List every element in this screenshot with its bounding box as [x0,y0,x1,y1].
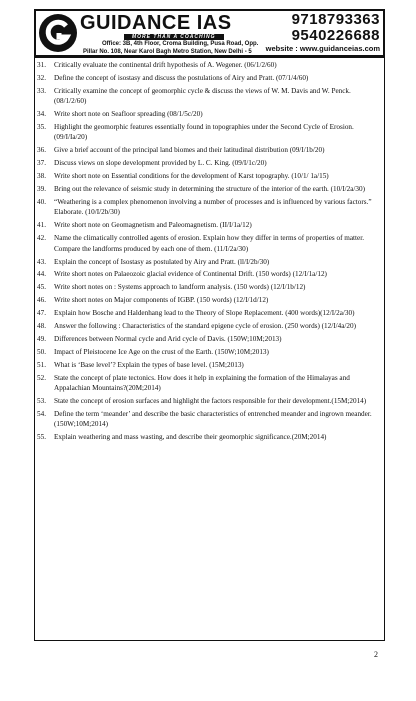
question-item [35,171,384,181]
question-number: 33. [37,86,46,95]
address-line-2: Pillar No. 108, Near Karol Bagh Metro Station, New Delhi - 5 [83,49,252,55]
question-item [35,60,384,70]
question-number: 36. [37,146,46,155]
question-number: 43. [37,257,46,266]
question-number: 39. [37,185,46,194]
question-text: What is ‘Base level’? Explain the types of base level. (15M;2013) [54,360,244,369]
question-item [35,158,384,168]
question-number: 53. [37,396,46,405]
question-item [35,269,384,279]
question-text: Critically evaluate the continental drift hypothesis of A. Wegener. (06/1/2/60) [54,61,277,69]
question-text: Write short note on Seafloor spreading (08/1/5c/20) [54,110,203,119]
header-banner [34,9,385,57]
question-item [35,321,384,331]
question-text: Discuss views on slope development provided by L. C. King. (09/I/1c/20) [54,159,267,168]
question-item [35,360,384,370]
question-item [35,257,384,267]
phone-number-2: 9540226688 [291,27,380,44]
question-text: Highlight the geomorphic features essentially found in topographies under the Second Cycle of Erosion. (09/I/Ia/20) [54,123,354,142]
question-number: 55. [37,433,46,442]
question-number: 54. [37,409,46,418]
question-number: 37. [37,159,46,168]
question-number: 35. [37,123,46,132]
question-item [35,432,384,442]
question-text: Explain the concept of Isostasy as postulated by Airy and Pratt. (ll/I/2b/30) [54,257,270,266]
address-line-1: Office: 3B, 4th Floor, Croma Building, Pusa Road, Opp. [102,41,259,47]
question-item [35,334,384,344]
question-text: Bring out the relevance of seismic study in determining the structure of the interior of the earth. (10/I/2a/30) [54,185,365,194]
question-text: Write short note on Geomagnetism and Paleomagnetism. (II/I/1a/12) [54,221,252,230]
question-text: Explain weathering and mass wasting, and describe their geomorphic significance.(20M;2014) [54,433,327,442]
question-text: Define the concept of isostasy and discuss the postulations of Airy and Pratt. (07/1/4/60) [54,73,309,82]
question-item [35,396,384,406]
brand-name: GUIDANCE IAS [80,12,232,34]
question-item [35,145,384,155]
question-number: 46. [37,296,46,305]
question-item [35,295,384,305]
question-text: Differences between Normal cycle and Arid cycle of Davis. (150W;10M;2013) [54,334,282,343]
question-item [35,373,384,394]
question-item [35,184,384,194]
question-panel [34,57,385,641]
phone-number-1: 9718793363 [291,11,380,28]
question-text: Write short notes on : Systems approach to landform analysis. (150 words) (12/I/1b/12) [54,283,306,292]
question-number: 51. [37,360,46,369]
question-number: 34. [37,110,46,119]
question-number: 40. [37,197,46,206]
question-text: Write short note on Essential conditions for the development of Karst topography. (10/1/ 1a/15) [54,172,329,181]
guidance-logo [38,13,78,53]
question-number: 31. [37,61,46,69]
question-text: Name the climatically controlled agents of erosion. Explain how they differ in terms of properties of matter. Compare the landforms produced by each one of them. (11/I/2a/30) [54,234,365,253]
question-number: 47. [37,309,46,318]
question-item [35,86,384,107]
question-text: Answer the following : Characteristics of the standard epigene cycle of erosion. (250 words) (12/I/4a/20) [54,322,356,331]
question-text: Impact of Pleistocene Ice Age on the crust of the Earth. (150W;10M;2013) [54,347,269,356]
website-link[interactable]: website : www.guidanceias.com [265,44,380,53]
question-text: Explain how Bosche and Haldenhang lead to the Theory of Slope Replacement. (400 words)(12/I/2a/30) [54,309,355,318]
question-text: “Weathering is a complex phenomenon involving a number of processes and is influenced by various factors.” Elaborate. (10/I/2b/30) [54,197,372,217]
question-number: 32. [37,73,46,82]
question-number: 44. [37,270,46,279]
question-item [35,282,384,292]
question-number: 48. [37,322,46,331]
question-text: Critically examine the concept of geomorphic cycle & discuss the views of W. M. Davis and W. Penck. (08/1/2/60) [54,86,351,106]
question-item [35,197,384,218]
brand-tagline: MORE THAN A COACHING [124,34,224,40]
question-number: 41. [37,221,46,230]
question-text: Give a brief account of the principal land biomes and their latitudinal distribution (09/I/1b/20) [54,146,325,155]
question-number: 38. [37,172,46,181]
question-item [35,233,384,254]
question-item [35,122,384,143]
question-number: 50. [37,347,46,356]
question-item [35,308,384,318]
question-number: 49. [37,334,46,343]
question-text: State the concept of plate tectonics. How does it help in explaining the formation of the Himalayas and Appalachian Mountains?(20M;2014) [54,373,350,393]
page-number: 2 [374,650,378,659]
question-item [35,220,384,230]
question-item [35,73,384,83]
question-text: Define the term ‘meander’ and describe the basic characteristics of entrenched meander and ingrown meander.(150W;10M;2014) [54,409,372,429]
question-text: State the concept of erosion surfaces and highlight the factors responsible for their development.(15M;2014) [54,396,367,405]
question-item [35,109,384,119]
question-number: 45. [37,283,46,292]
question-number: 52. [37,373,46,382]
question-list [35,60,384,445]
question-item [35,347,384,357]
question-text: Write short notes on Major components of IGBP. (150 words) (12/I/1d/12) [54,296,269,305]
question-text: Write short notes on Palaeozoic glacial evidence of Continental Drift. (150 words) (12/I/1a/12) [54,270,327,279]
question-item [35,409,384,430]
question-number: 42. [37,234,46,243]
